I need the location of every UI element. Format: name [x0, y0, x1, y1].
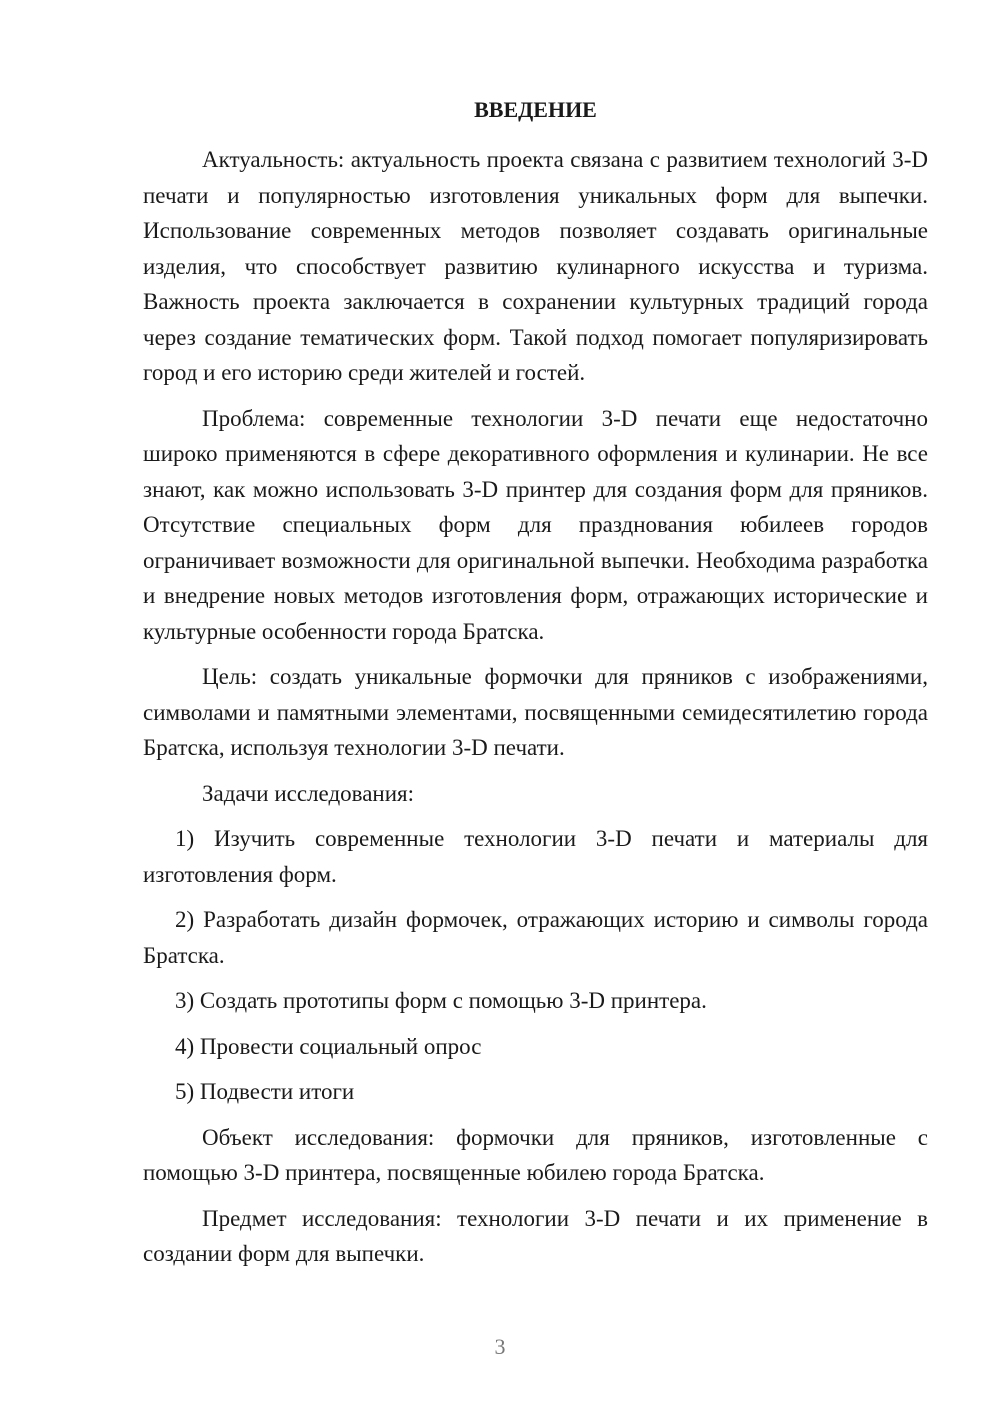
task-item-1: 1) Изучить современные технологии 3-D печати и материалы для изготовления форм. [143, 826, 928, 887]
page-number: 3 [494, 1334, 506, 1359]
goal-paragraph: Цель: создать уникальные формочки для пряников с изображениями, символами и памятными элементами, посвященными семидесятилетию города Братска, используя технологии 3-D печати. [143, 664, 928, 760]
task-item-3: 3) Создать прототипы форм с помощью 3-D принтера. [175, 988, 707, 1013]
object-paragraph: Объект исследования: формочки для пряников, изготовленные с помощью 3-D принтера, посвященные юбилею города Братска. [143, 1124, 928, 1185]
subject-paragraph: Предмет исследования: технологии 3-D печати и их применение в создании форм для выпечки. [143, 1205, 928, 1266]
page-content [143, 92, 928, 1282]
relevance-paragraph: Актуальность: актуальность проекта связана с развитием технологий 3-D печати и популярностью изготовления уникальных форм для выпечки. Использование современных методов позволяет создавать оригинальные изделия, что способствует развитию кулинарного искусства и туризма. Важность проекта заключается в сохранении культурных традиций города через создание тематических форм. Такой подход помогает популяризировать город и его историю среди жителей и гостей. [143, 147, 928, 385]
task-item-2: 2) Разработать дизайн формочек, отражающих историю и символы города Братска. [143, 907, 928, 968]
tasks-heading: Задачи исследования: [202, 780, 415, 806]
problem-paragraph: Проблема: современные технологии 3-D печати еще недостаточно широко применяются в сфере декоративного оформления и кулинарии. Не все знают, как можно использовать 3-D принтер для создания форм для пряников. Отсутствие специальных форм для празднования юбилеев городов ограничивает возможности для оригинальной выпечки. Необходима разработка и внедрение новых методов изготовления форм, отражающих исторические и культурные особенности города Братска. [143, 405, 928, 644]
page-title: ВВЕДЕНИЕ [474, 97, 597, 122]
task-item-4: 4) Провести социальный опрос [175, 1033, 482, 1059]
task-item-5: 5) Подвести итоги [175, 1079, 355, 1104]
